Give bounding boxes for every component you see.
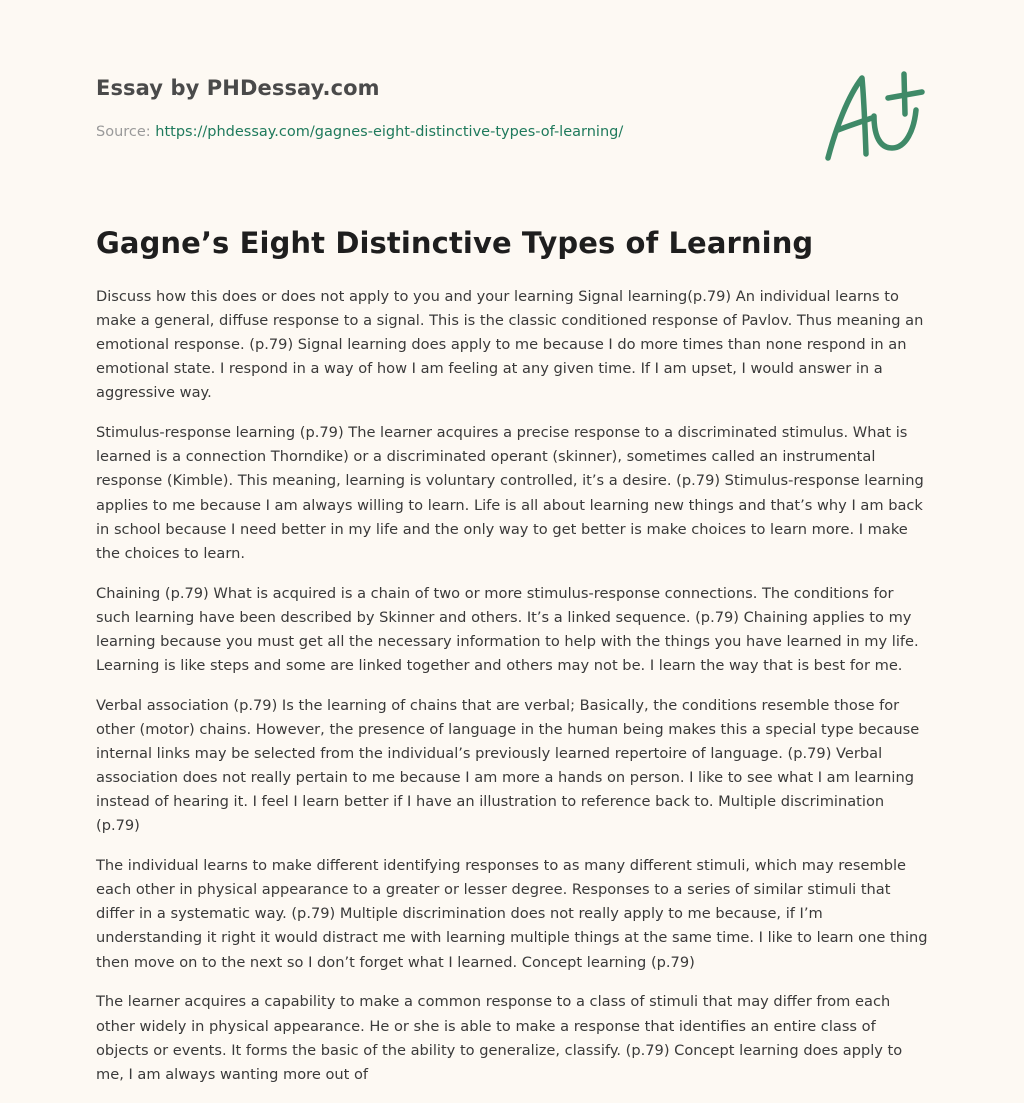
essay-paragraph: Verbal association (p.79) Is the learning of chains that are verbal; Basically, the conditions resemble those for other (motor) chains. However, the presence of language in the human being makes this a special type because internal links may be selected from the individual’s previously learned repertoire of language. (p.79) Verbal association does not really pertain to me because I am more a hands on person. I like to see what I am learning instead of hearing it. I feel I learn better if I have an illustration to reference back to. Multiple discrimination (p.79)	[96, 696, 920, 835]
source-link[interactable]: https://phdessay.com/gagnes-eight-distinctive-types-of-learning/	[155, 124, 624, 140]
essay-paragraph: The individual learns to make different identifying responses to as many different stimuli, which may resemble each other in physical appearance to a greater or lesser degree. Responses to a series of similar stimuli that differ in a systematic way. (p.79) Multiple discrimination does not really apply to me because, if I’m understanding it right it would distract me with learning multiple things at the same time. I like to learn one thing then move on to the next so I don’t forget what I learned. Concept learning (p.79)	[96, 857, 928, 971]
essay-title: Gagne’s Eight Distinctive Types of Learning	[96, 226, 814, 260]
source-line	[96, 124, 623, 140]
a-plus-logo-icon	[818, 66, 930, 166]
essay-paragraph: Discuss how this does or does not apply to you and your learning Signal learning(p.79) An individual learns to make a general, diffuse response to a signal. This is the classic conditioned response of Pavlov. Thus meaning an emotional response. (p.79) Signal learning does apply to me because I do more times than none respond in an emotional state. I respond in a way of how I am feeling at any given time. If I am upset, I would answer in a aggressive way.	[96, 288, 924, 402]
essay-paragraph: Chaining (p.79) What is acquired is a chain of two or more stimulus-response connections. The conditions for such learning have been described by Skinner and others. It’s a linked sequence. (p.79) Chaining applies to my learning because you must get all the necessary information to help with the things you have learned in my life. Learning is like steps and some are linked together and others may not be. I learn the way that is best for me.	[96, 584, 919, 674]
essay-body	[96, 285, 932, 1103]
essay-paragraph: Stimulus-response learning (p.79) The learner acquires a precise response to a discriminated stimulus. What is learned is a connection Thorndike) or a discriminated operant (skinner), sometimes called an instrumental response (Kimble). This meaning, learning is voluntary controlled, it’s a desire. (p.79) Stimulus-response learning applies to me because I am always willing to learn. Life is all about learning new things and that’s why I am back in school because I need better in my life and the only way to get better is make choices to learn more. I make the choices to learn.	[96, 424, 924, 562]
site-title: Essay by PHDessay.com	[96, 76, 380, 100]
source-label: Source:	[96, 124, 151, 140]
essay-paragraph: The learner acquires a capability to make a common response to a class of stimuli that may differ from each other widely in physical appearance. He or she is able to make a response that identifies an entire class of objects or events. It forms the basic of the ability to generalize, classify. (p.79) Concept learning does apply to me, I am always wanting more out of	[96, 993, 903, 1083]
